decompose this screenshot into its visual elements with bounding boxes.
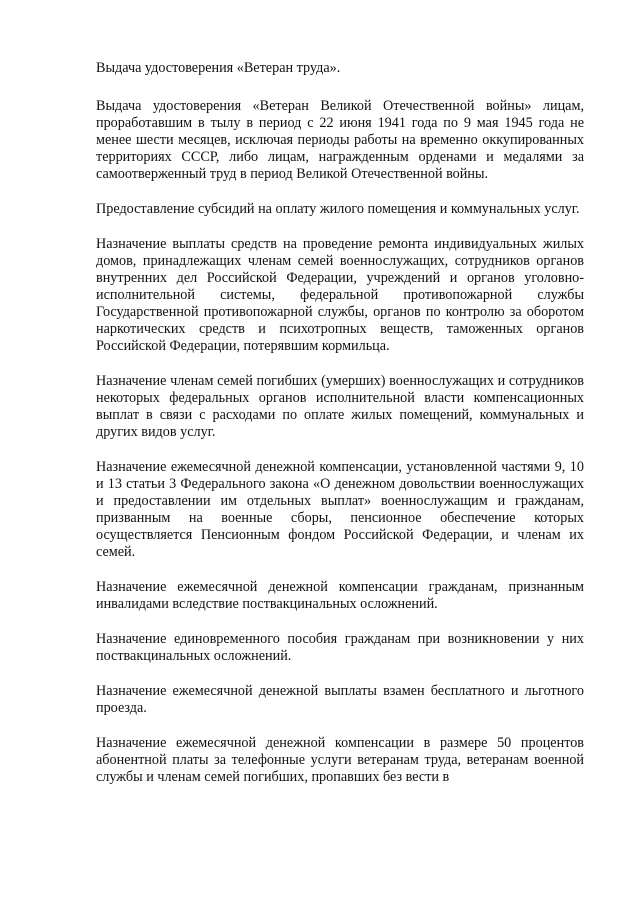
paragraph-compensation-payments-families: Назначение членам семей погибших (умерших) военнослужащих и сотрудников некоторых федеральных органов исполнительной власти компенсационных выплат в связи с расходами по оплате жилых помещений, коммунальных и других видов услуг.	[96, 373, 584, 440]
paragraph-telephone-compensation: Назначение ежемесячной денежной компенсации в размере 50 процентов абонентной платы за телефонные услуги ветеранам труда, ветеранам военной службы и членам семей погибших, пропавших без вести в	[96, 735, 584, 785]
paragraph-veteran-of-labor-certificate: Выдача удостоверения «Ветеран труда».	[96, 60, 341, 76]
document-body	[96, 60, 584, 804]
paragraph-monthly-travel-payment: Назначение ежемесячной денежной выплаты взамен бесплатного и льготного проезда.	[96, 683, 584, 716]
paragraph-monthly-compensation-military: Назначение ежемесячной денежной компенсации, установленной частями 9, 10 и 13 статьи 3 Федерального закона «О денежном довольствии военнослужащих и предоставлении им отдельных выплат» военнослужащим и гражданам, призванным на военные сборы, пенсионное обеспечение которых осуществляется Пенсионным фондом Российской Федерации, и членам их семей.	[96, 459, 584, 560]
paragraph-housing-subsidies: Предоставление субсидий на оплату жилого помещения и коммунальных услуг.	[96, 201, 580, 217]
paragraph-lump-sum-vaccination-allowance: Назначение единовременного пособия гражданам при возникновении у них поствакцинальных осложнений.	[96, 631, 584, 664]
paragraph-house-repair-payments: Назначение выплаты средств на проведение ремонта индивидуальных жилых домов, принадлежащих членам семей военнослужащих, сотрудников органов внутренних дел Российской Федерации, учреждений и органов уголовно-исполнительной системы, федеральной противопожарной службы Государственной противопожарной службы, органов по контролю за оборотом наркотических средств и психотропных веществ, таможенных органов Российской Федерации, потерявшим кормильца.	[96, 236, 584, 354]
paragraph-wwii-veteran-certificate: Выдача удостоверения «Ветеран Великой Отечественной войны» лицам, проработавшим в тылу в период с 22 июня 1941 года по 9 мая 1945 года не менее шести месяцев, исключая периоды работы на временно оккупированных территориях СССР, либо лицам, награжденным орденами и медалями за самоотверженный труд в период Великой Отечественной войны.	[96, 98, 584, 182]
paragraph-monthly-compensation-vaccination-disability: Назначение ежемесячной денежной компенсации гражданам, признанным инвалидами вследствие поствакцинальных осложнений.	[96, 579, 584, 612]
